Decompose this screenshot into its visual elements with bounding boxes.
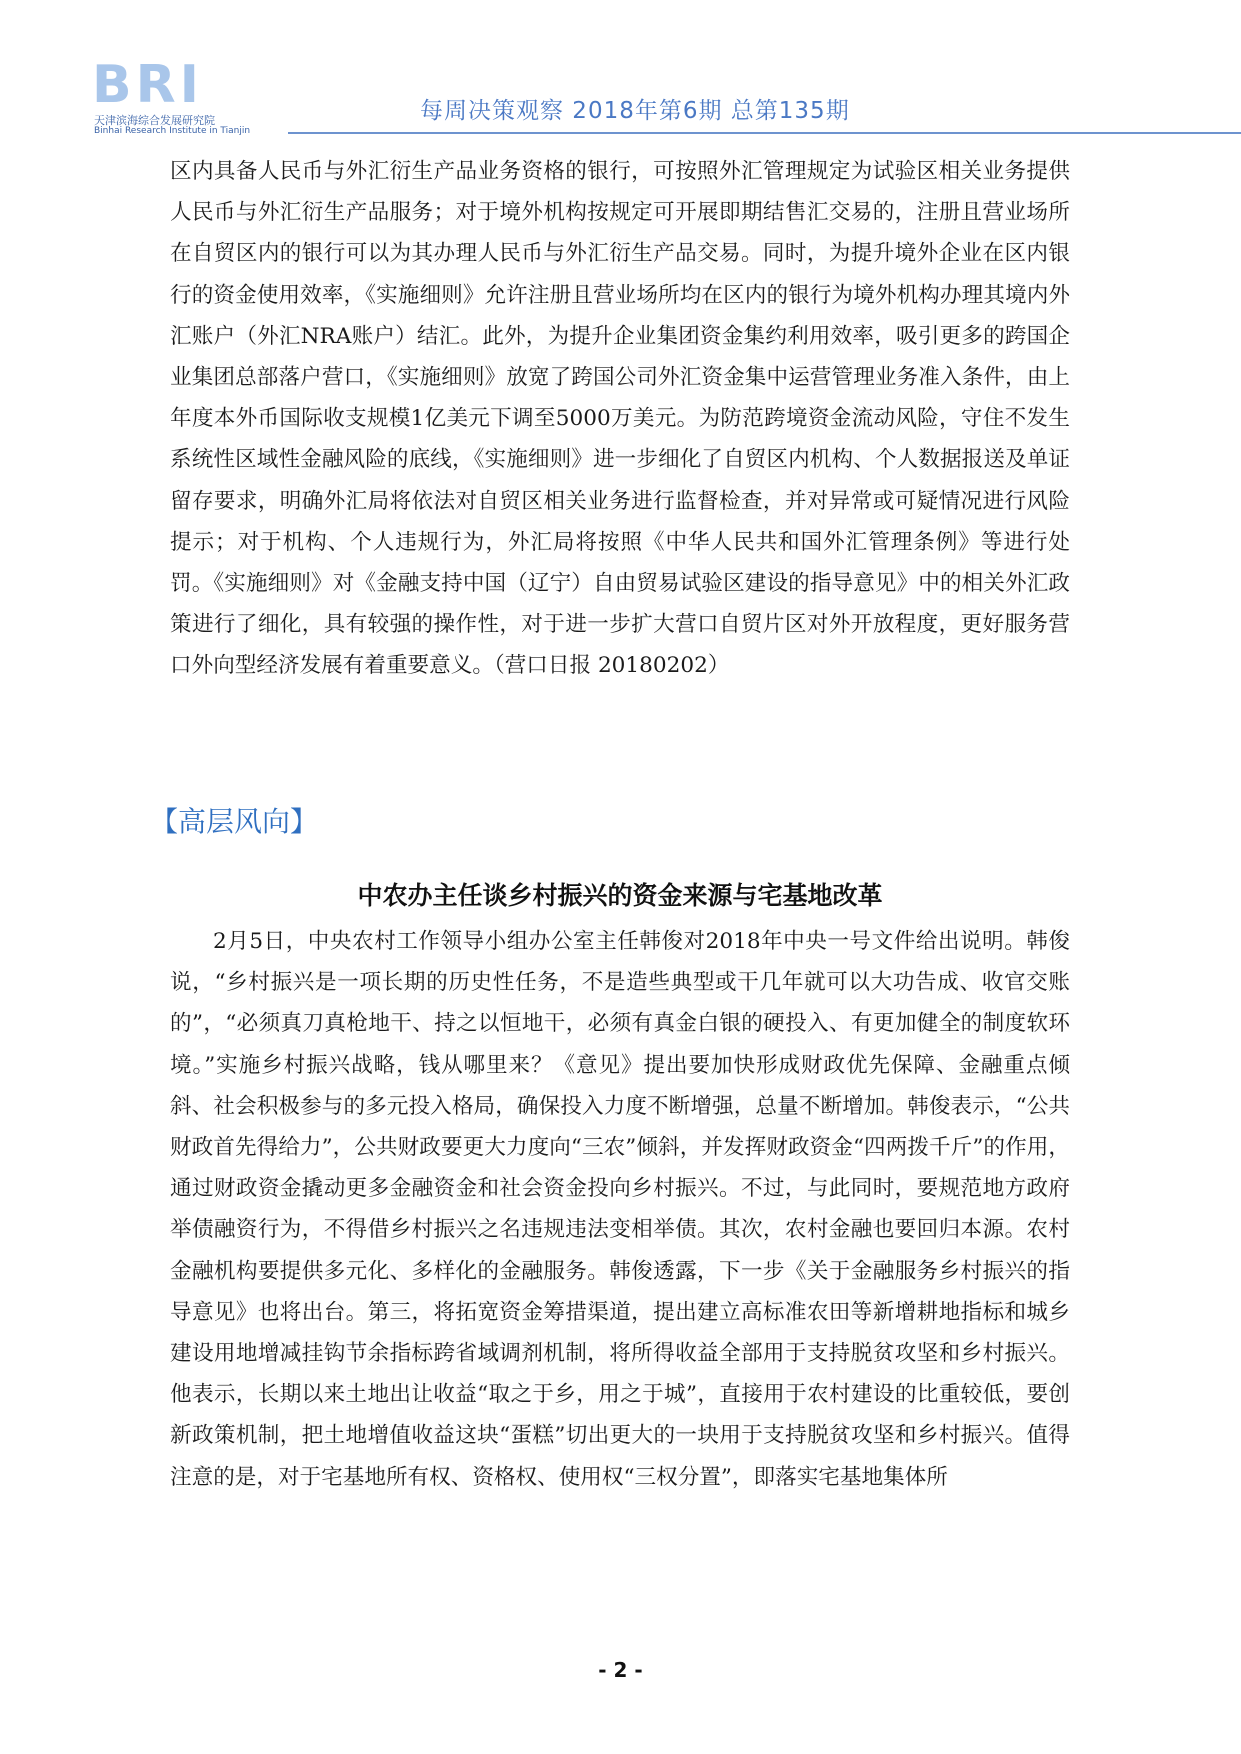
page-header	[0, 0, 1241, 140]
body-paragraph-continued: 区内具备人民币与外汇衍生产品业务资格的银行，可按照外汇管理规定为试验区相关业务提供人民币与外汇衍生产品服务；对于境外机构按规定可开展即期结售汇交易的，注册且营业场所在自贸区内的银行可以为其办理人民币与外汇衍生产品交易。同时，为提升境外企业在区内银行的资金使用效率，《实施细则》允许注册且营业场所均在区内的银行为境外机构办理其境内外汇账户（外汇NRA账户）结汇。此外，为提升企业集团资金集约利用效率，吸引更多的跨国企业集团总部落户营口，《实施细则》放宽了跨国公司外汇资金集中运营管理业务准入条件，由上年度本外币国际收支规模1亿美元下调至5000万美元。为防范跨境资金流动风险，守住不发生系统性区域性金融风险的底线，《实施细则》进一步细化了自贸区内机构、个人数据报送及单证留存要求，明确外汇局将依法对自贸区相关业务进行监督检查，并对异常或可疑情况进行风险提示；对于机构、个人违规行为，外汇局将按照《中华人民共和国外汇管理条例》等进行处罚。《实施细则》对《金融支持中国（辽宁）自由贸易试验区建设的指导意见》中的相关外汇政策进行了细化，具有较强的操作性，对于进一步扩大营口自贸片区对外开放程度，更好服务营口外向型经济发展有着重要意义。（营口日报 20180202）	[170, 159, 1070, 679]
logo-english-name: Binhai Research Institute in Tianjin	[94, 126, 251, 136]
logo-chinese-name: 天津滨海综合发展研究院	[94, 114, 215, 127]
logo-letters: BRI	[92, 55, 204, 115]
article-title: 中农办主任谈乡村振兴的资金来源与宅基地改革	[357, 881, 883, 910]
page-number: - 2 -	[598, 1658, 643, 1682]
header-divider	[288, 132, 1241, 134]
bri-logo	[92, 55, 292, 140]
publication-title: 每周决策观察 2018年第6期 总第135期	[420, 98, 850, 124]
article-body-paragraph: 2月5日，中央农村工作领导小组办公室主任韩俊对2018年中央一号文件给出说明。韩俊说，“乡村振兴是一项长期的历史性任务，不是造些典型或干几年就可以大功告成、收官交账的”，“必须真刀真枪地干、持之以恒地干，必须有真金白银的硬投入、有更加健全的制度软环境。”实施乡村振兴战略，钱从哪里来？《意见》提出要加快形成财政优先保障、金融重点倾斜、社会积极参与的多元投入格局，确保投入力度不断增强，总量不断增加。韩俊表示，“公共财政首先得给力”，公共财政要更大力度向“三农”倾斜，并发挥财政资金“四两拨千斤”的作用，通过财政资金撬动更多金融资金和社会资金投向乡村振兴。不过，与此同时，要规范地方政府举债融资行为，不得借乡村振兴之名违规违法变相举债。其次，农村金融也要回归本源。农村金融机构要提供多元化、多样化的金融服务。韩俊透露，下一步《关于金融服务乡村振兴的指导意见》也将出台。第三，将拓宽资金筹措渠道，提出建立高标准农田等新增耕地指标和城乡建设用地增减挂钩节余指标跨省域调剂机制，将所得收益全部用于支持脱贫攻坚和乡村振兴。他表示，长期以来土地出让收益“取之于乡，用之于城”，直接用于农村建设的比重较低，要创新政策机制，把土地增值收益这块“蛋糕”切出更大的一块用于支持脱贫攻坚和乡村振兴。值得注意的是，对于宅基地所有权、资格权、使用权“三权分置”，即落实宅基地集体所	[170, 929, 1070, 1490]
section-heading: 【高层风向】	[150, 805, 319, 838]
